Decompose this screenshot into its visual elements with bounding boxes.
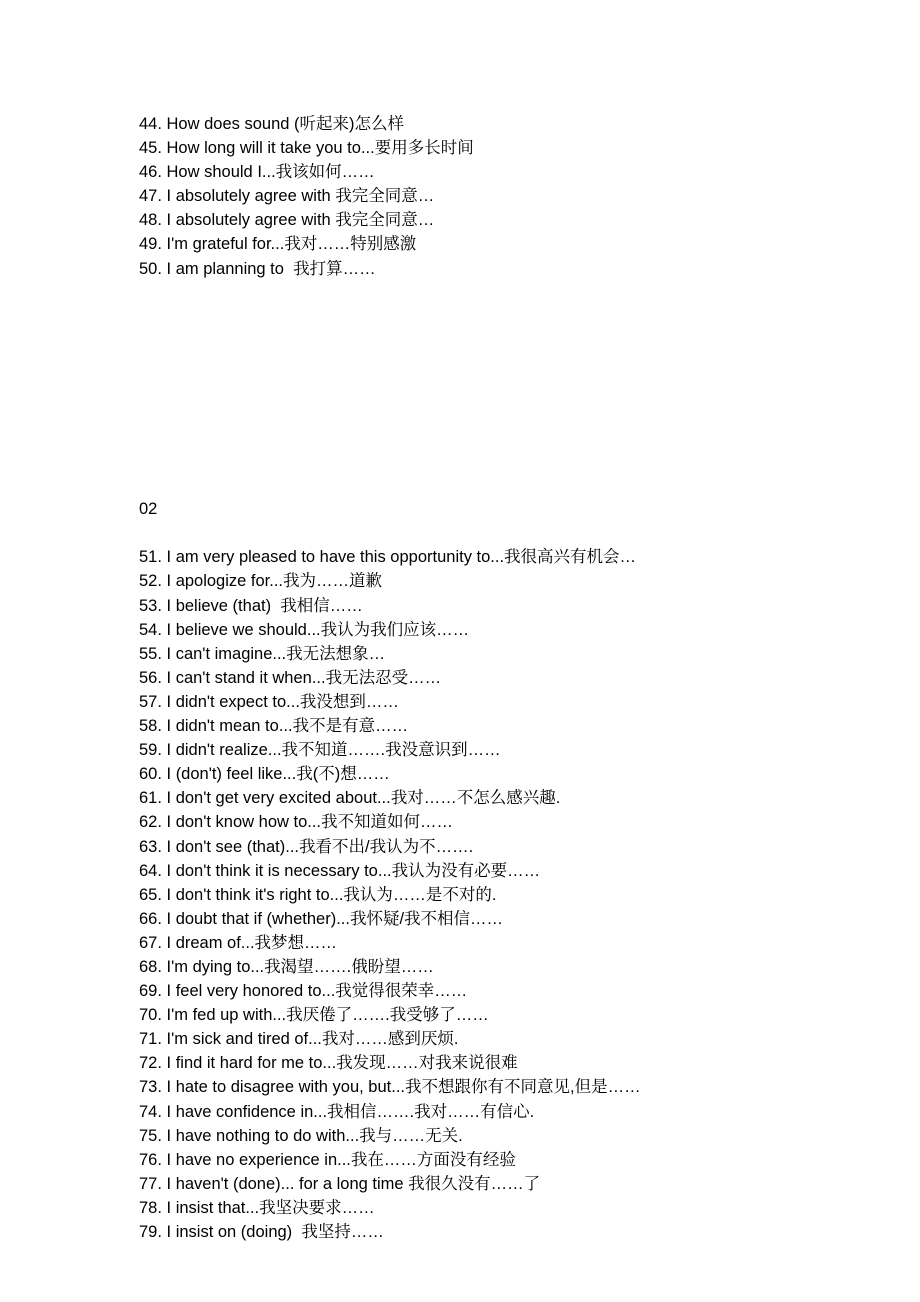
phrase-item: 74. I have confidence in...我相信…….我对……有信心.: [139, 1102, 535, 1121]
phrase-item: 78. I insist that...我坚决要求……: [139, 1198, 375, 1217]
phrase-item: 79. I insist on (doing) 我坚持……: [139, 1223, 384, 1241]
phrase-item: 62. I don't know how to...我不知道如何……: [139, 813, 454, 832]
phrase-item: 46. How should I...我该如何……: [139, 163, 375, 182]
phrase-item: 58. I didn't mean to...我不是有意……: [139, 717, 409, 736]
phrase-item: 49. I'm grateful for...我对……特别感激: [139, 235, 417, 254]
phrase-item: 61. I don't get very excited about...我对……不怎么感兴趣.: [139, 789, 561, 808]
phrase-item: 73. I hate to disagree with you, but...我不想跟你有不同意见,但是……: [139, 1078, 641, 1097]
phrase-item: 60. I (don't) feel like...我(不)想……: [139, 765, 390, 784]
section-heading: 02: [139, 500, 158, 519]
phrase-item: 63. I don't see (that)...我看不出/我认为不…….: [139, 837, 474, 856]
phrase-item: 56. I can't stand it when...我无法忍受……: [139, 668, 442, 687]
phrase-item: 66. I doubt that if (whether)...我怀疑/我不相信……: [139, 909, 504, 928]
phrase-item: 65. I don't think it's right to...我认为……是不对的.: [139, 885, 497, 904]
phrase-list-section-1: [139, 112, 474, 281]
phrase-item: 59. I didn't realize...我不知道…….我没意识到……: [139, 741, 501, 760]
phrase-item: 48. I absolutely agree with 我完全同意…: [139, 211, 435, 230]
phrase-item: 68. I'm dying to...我渴望…….俄盼望……: [139, 957, 434, 976]
phrase-item: 44. How does sound (听起来)怎么样: [139, 115, 405, 133]
phrase-item: 51. I am very pleased to have this opportunity to...我很高兴有机会…: [139, 548, 637, 567]
phrase-list-section-2: [139, 449, 641, 1244]
phrase-item: 69. I feel very honored to...我觉得很荣幸……: [139, 982, 468, 1001]
phrase-item: 52. I apologize for...我为……道歉: [139, 572, 383, 591]
phrase-item: 67. I dream of...我梦想……: [139, 933, 338, 952]
phrase-item: 71. I'm sick and tired of...我对……感到厌烦.: [139, 1030, 459, 1049]
phrase-item: 64. I don't think it is necessary to...我认为没有必要……: [139, 861, 541, 880]
phrase-item: 53. I believe (that) 我相信……: [139, 596, 363, 615]
phrase-item: 70. I'm fed up with...我厌倦了…….我受够了……: [139, 1006, 489, 1025]
phrase-item: 50. I am planning to 我打算……: [139, 259, 376, 278]
phrase-item: 75. I have nothing to do with...我与……无关.: [139, 1126, 463, 1145]
phrase-item: 72. I find it hard for me to...我发现……对我来说很难: [139, 1054, 518, 1073]
phrase-item: 57. I didn't expect to...我没想到……: [139, 692, 399, 711]
phrase-item: 45. How long will it take you to...要用多长时间: [139, 139, 474, 158]
phrase-item: 54. I believe we should...我认为我们应该……: [139, 620, 470, 639]
phrase-item: 55. I can't imagine...我无法想象…: [139, 644, 386, 663]
phrase-item: 76. I have no experience in...我在……方面没有经验: [139, 1150, 516, 1169]
phrase-item: 77. I haven't (done)... for a long time 我很久没有……了: [139, 1174, 541, 1193]
phrase-item: 47. I absolutely agree with 我完全同意…: [139, 187, 435, 206]
